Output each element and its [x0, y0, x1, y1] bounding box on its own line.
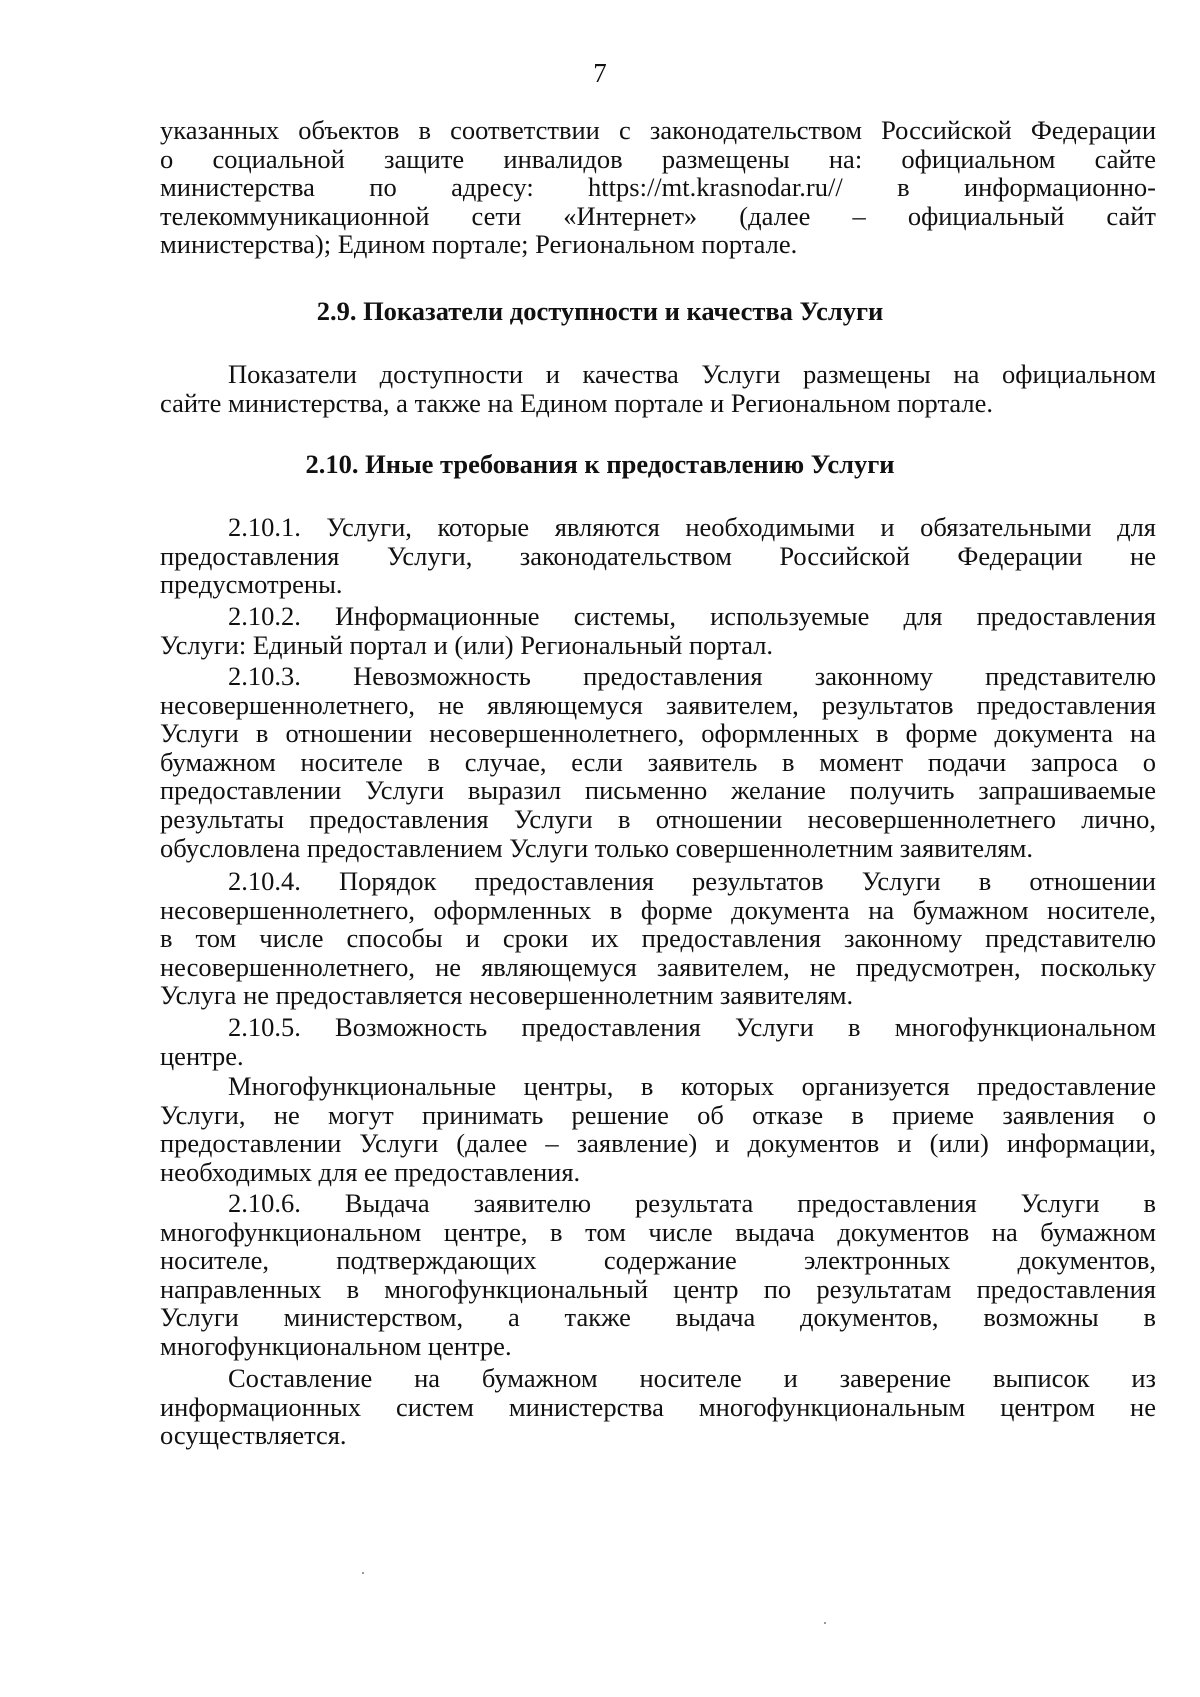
intro-paragraph — [160, 116, 1156, 259]
intro-line: телекоммуникационной сети «Интернет» (далее – официальный сайт — [160, 200, 1156, 231]
mfc-paragraph — [160, 1072, 1156, 1186]
section-2-9-line: сайте министерства, а также на Едином портале и Региональном портале. — [160, 387, 993, 418]
clause-line: носителе, подтверждающих содержание электронных документов, — [160, 1245, 1156, 1276]
final-paragraph — [160, 1364, 1156, 1450]
clause-2-10-4 — [160, 867, 1156, 1010]
clause-2-10-1 — [160, 513, 1156, 599]
page-number: 7 — [593, 58, 607, 88]
clause-2-10-2 — [160, 602, 1156, 659]
clause-line: Услуги: Единый портал и (или) Региональный портал. — [160, 629, 774, 660]
intro-line: министерства по адресу: https://mt.krasnodar.ru// в информационно- — [160, 172, 1156, 203]
clause-line: 2.10.6. Выдача заявителю результата предоставления Услуги в — [228, 1188, 1156, 1218]
clause-line: 2.10.3. Невозможность предоставления законному представителю — [228, 661, 1156, 691]
clause-line: 2.10.1. Услуги, которые являются необходимыми и обязательными для — [228, 512, 1156, 542]
clause-line: 2.10.5. Возможность предоставления Услуги в многофункциональном — [228, 1012, 1156, 1042]
section-2-9-paragraph — [160, 360, 1156, 417]
clause-line: предоставлении Услуги выразил письменно желание получить запрашиваемые — [160, 775, 1156, 806]
clause-line: Услуга не предоставляется несовершеннолетним заявителям. — [160, 980, 854, 1011]
clause-line: 2.10.4. Порядок предоставления результатов Услуги в отношении — [228, 866, 1156, 896]
clause-line: Услуги в отношении несовершеннолетнего, оформленных в форме документа на — [160, 718, 1156, 749]
section-2-10-heading: 2.10. Иные требования к предоставлению Услуги — [305, 449, 895, 479]
clause-line: 2.10.2. Информационные системы, используемые для предоставления — [228, 601, 1156, 631]
clause-line: Услуги, не могут принимать решение об отказе в приеме заявления о — [160, 1099, 1156, 1130]
clause-line: направленных в многофункциональный центр по результатам предоставления — [160, 1273, 1156, 1304]
clause-line: результаты предоставления Услуги в отношении несовершеннолетнего лично, — [160, 803, 1156, 834]
clause-line: центре. — [160, 1040, 244, 1071]
clause-2-10-6 — [160, 1189, 1156, 1361]
clause-line: информационных систем министерства многофункциональным центром не — [160, 1391, 1156, 1422]
clause-2-10-3 — [160, 662, 1156, 862]
clause-line: многофункциональном центре. — [160, 1330, 512, 1361]
clause-line: Составление на бумажном носителе и заверение выписок из — [228, 1363, 1156, 1393]
intro-line: министерства); Едином портале; Региональном портале. — [160, 229, 798, 260]
clause-line: бумажном носителе в случае, если заявитель в момент подачи запроса о — [160, 746, 1156, 777]
clause-line: в том числе способы и сроки их предоставления законному представителю — [160, 923, 1156, 954]
clause-line: предусмотрены. — [160, 569, 343, 600]
clause-line: предоставлении Услуги (далее – заявление) и документов и (или) информации, — [160, 1128, 1156, 1159]
section-2-9-line: Показатели доступности и качества Услуги размещены на официальном — [228, 359, 1156, 389]
clause-line: несовершеннолетнего, не являющемуся заявителем, не предусмотрен, поскольку — [160, 951, 1156, 982]
intro-line: указанных объектов в соответствии с законодательством Российской Федерации — [160, 115, 1156, 145]
clause-2-10-5 — [160, 1013, 1156, 1070]
intro-line: о социальной защите инвалидов размещены на: официальном сайте — [160, 143, 1156, 174]
clause-line: многофункциональном центре, в том числе выдача документов на бумажном — [160, 1216, 1156, 1247]
clause-line: осуществляется. — [160, 1420, 347, 1451]
clause-line: несовершеннолетнего, не являющемуся заявителем, результатов предоставления — [160, 689, 1156, 720]
clause-line: Многофункциональные центры, в которых организуется предоставление — [228, 1071, 1156, 1101]
clause-line: предоставления Услуги, законодательством Российской Федерации не — [160, 540, 1156, 571]
clause-line: несовершеннолетнего, оформленных в форме документа на бумажном носителе, — [160, 894, 1156, 925]
clause-line: Услуги министерством, а также выдача документов, возможны в — [160, 1302, 1156, 1333]
scan-speck — [362, 1572, 364, 1574]
clause-line: обусловлена предоставлением Услуги только совершеннолетним заявителям. — [160, 832, 1033, 863]
scan-speck — [824, 1622, 826, 1624]
section-2-9-heading: 2.9. Показатели доступности и качества Услуги — [316, 296, 884, 326]
clause-line: необходимых для ее предоставления. — [160, 1156, 581, 1187]
